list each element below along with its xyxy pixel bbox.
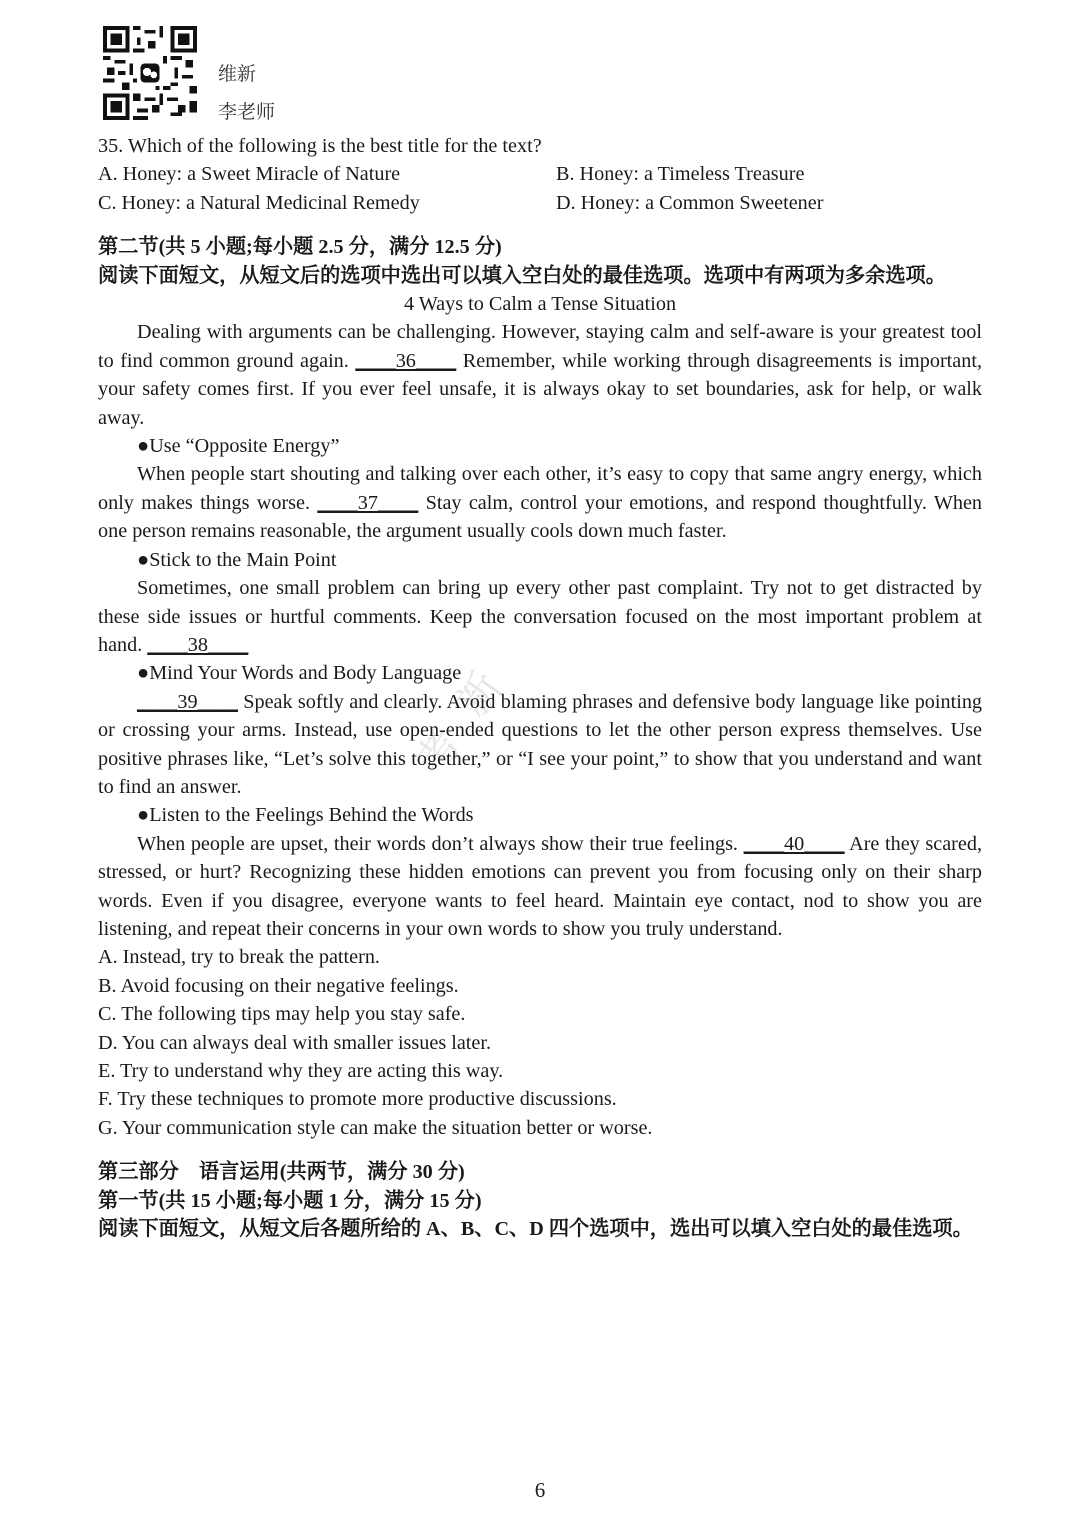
paragraph-1-text-b: Remember, while working through disagreements is important, your safety comes first. If you ever feel unsafe, it is always okay to set boundaries, ask for help, or walk away. (98, 349, 982, 429)
q35-option-a: A. Honey: a Sweet Miracle of Nature (98, 163, 401, 186)
passage-title: 4 Ways to Calm a Tense Situation (403, 293, 677, 316)
part3-heading: 第三部分 语言运用(共两节，满分 30 分) (98, 1161, 465, 1184)
paragraph-1-text-a: Dealing with arguments can be challenging. However, staying calm and self-aware is your greatest tool to find common ground again. (98, 321, 982, 372)
blank-36: ____36____ (355, 349, 457, 372)
document-body (98, 132, 982, 1243)
subheading-4: ●Listen to the Feelings Behind the Words (137, 804, 474, 827)
blank-38: ____38____ (147, 633, 249, 656)
blank-40: ____40____ (743, 832, 845, 855)
part3-instruction: 阅读下面短文，从短文后各题所给的 A、B、C、D 四个选项中，选出可以填入空白处的最佳选项。 (98, 1218, 973, 1241)
q35-option-d: D. Honey: a Common Sweetener (556, 191, 824, 214)
section2-heading: 第二节(共 5 小题;每小题 2.5 分，满分 12.5 分) (98, 236, 502, 259)
watermark: 考新 (406, 640, 528, 783)
header-line-2: 李老师 (218, 101, 276, 123)
part3-subheading: 第一节(共 15 小题;每小题 1 分，满分 15 分) (98, 1189, 482, 1212)
paragraph-4 (98, 688, 982, 802)
paragraph-2-text-b: Stay calm, control your emotions, and respond thoughtfully. When one person remains reasonable, the argument usually cools down much faster. (98, 491, 983, 543)
paragraph-5-text-b: Are they scared, stressed, or hurt? Recognizing these hidden emotions can prevent you from focusing only on their sharp words. Even if you disagree, everyone wants to feel heard. Maintain eye contact, nod to show you are listening, and repeat their concerns in your own words to show you truly understand. (98, 832, 983, 940)
paragraph-3-text-a: Sometimes, one small problem can bring up every other past complaint. Try not to get distracted by these side issues or hurtful comments. Keep the conversation focused on the most important problem at hand. (98, 577, 982, 656)
option-f: F. Try these techniques to promote more productive discussions. (98, 1088, 617, 1111)
option-e: E. Try to understand why they are acting this way. (98, 1060, 504, 1082)
option-g: G. Your communication style can make the situation better or worse. (98, 1116, 653, 1139)
page-number: 6 (534, 1478, 546, 1502)
paragraph-3 (98, 574, 982, 659)
q35-option-c: C. Honey: a Natural Medicinal Remedy (98, 191, 420, 214)
paragraph-1 (98, 318, 982, 432)
option-a: A. Instead, try to break the pattern. (98, 946, 380, 969)
subheading-1: ●Use “Opposite Energy” (137, 435, 340, 458)
paragraph-2-text-a: When people start shouting and talking over each other, it’s easy to copy that same angry energy, which only makes things worse. (98, 463, 982, 514)
subheading-2: ●Stick to the Main Point (137, 548, 337, 571)
paragraph-5-text-a: When people are upset, their words don’t always show their true feelings. (137, 832, 738, 855)
paragraph-2 (98, 460, 982, 545)
blank-39: ____39____ (137, 690, 238, 713)
qr-code-image (103, 26, 197, 120)
header-line-1: 维新 (218, 63, 257, 85)
option-c: C. The following tips may help you stay safe. (98, 1003, 466, 1026)
paragraph-5 (98, 830, 982, 944)
subheading-3: ●Mind Your Words and Body Language (137, 662, 462, 685)
paragraph-4-text-b: Speak softly and clearly. Avoid blaming phrases and defensive body language like pointing or crossing your arms. Instead, use open-ended questions to let the other person express themselves. Use positive phrases like, “Let’s solve this together,” or “I see your point,” to show that you understand and want to find an answer. (98, 690, 983, 798)
q35-option-b: B. Honey: a Timeless Treasure (556, 163, 805, 186)
blank-37: ____37____ (317, 491, 419, 514)
section2-instruction: 阅读下面短文，从短文后的选项中选出可以填入空白处的最佳选项。选项中有两项为多余选项。 (98, 264, 946, 287)
option-b: B. Avoid focusing on their negative feelings. (98, 974, 459, 997)
option-d: D. You can always deal with smaller issues later. (98, 1031, 492, 1054)
q35-stem: 35. Which of the following is the best title for the text? (98, 135, 542, 157)
